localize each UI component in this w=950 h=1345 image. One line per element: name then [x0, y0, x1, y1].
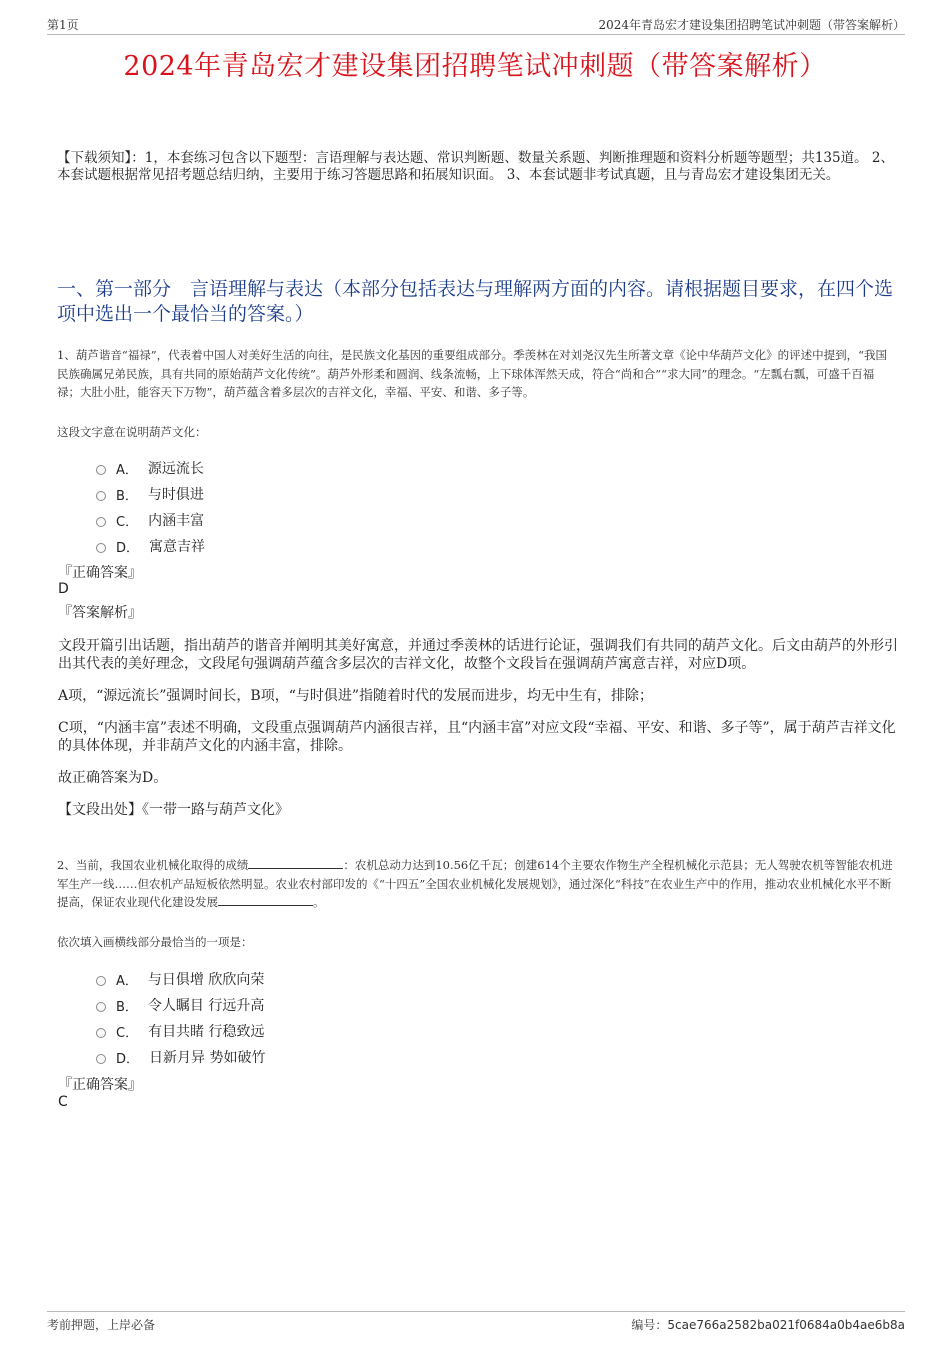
serial-code: 5cae766a2582ba021f0684a0b4ae6b8a	[667, 1318, 905, 1332]
answer-label: 『正确答案』	[58, 1077, 142, 1093]
analysis-source: 【文段出处】《一带一路与葫芦文化》	[58, 802, 289, 818]
document-title: 2024年青岛宏才建设集团招聘笔试冲刺题（带答案解析）	[123, 51, 827, 82]
header-doc-title: 2024年青岛宏才建设集团招聘笔试冲刺题（带答案解析）	[598, 18, 905, 32]
question-1-options	[96, 455, 696, 559]
option-letter: A．	[116, 462, 138, 478]
question-2-text-part3: 。	[313, 895, 325, 909]
question-2-text-part1: 2、当前，我国农业机械化取得的成绩	[57, 858, 249, 872]
page-footer	[47, 1311, 905, 1334]
answer-value: D	[58, 581, 69, 597]
page-header	[47, 14, 905, 35]
option-b[interactable]	[96, 481, 696, 507]
option-letter: C．	[116, 1025, 139, 1041]
option-d[interactable]	[96, 1044, 696, 1070]
page-number: 第1页	[47, 18, 79, 32]
question-1-prompt: 这段文字意在说明葫芦文化：	[57, 425, 207, 439]
radio-icon[interactable]	[96, 1028, 106, 1038]
option-b[interactable]	[96, 992, 696, 1018]
answer-value: C	[58, 1094, 68, 1110]
footer-slogan: 考前押题，上岸必备	[47, 1318, 156, 1332]
radio-icon[interactable]	[96, 543, 106, 553]
option-text: 有目共睹 行稳致远	[148, 1024, 265, 1040]
analysis-paragraph: 文段开篇引出话题，指出葫芦的谐音并阐明其美好寓意，并通过季羡林的话进行论证，强调我们有共同的葫芦文化。后文由葫芦的外形引出其代表的美好理念，文段尾句强调葫芦蕴含多层次的吉祥文化，故整个文段旨在强调葫芦寓意吉祥，对应D项。	[58, 638, 898, 672]
option-c[interactable]	[96, 1018, 696, 1044]
option-text: 源远流长	[147, 461, 204, 477]
option-text: 令人瞩目 行远升高	[147, 998, 265, 1014]
option-letter: D．	[116, 540, 140, 556]
analysis-label: 『答案解析』	[58, 605, 142, 621]
analysis-paragraph: A项，“源远流长”强调时间长，B项，“与时俱进”指随着时代的发展而进步，均无中生有，排除；	[58, 688, 654, 704]
footer-serial	[631, 1316, 905, 1333]
question-2-text	[57, 856, 897, 912]
fill-blank	[218, 893, 313, 906]
fill-blank	[248, 856, 343, 869]
radio-icon[interactable]	[96, 517, 106, 527]
option-text: 寓意吉祥	[149, 539, 206, 555]
answer-analysis	[58, 637, 898, 833]
radio-icon[interactable]	[96, 1054, 106, 1064]
option-text: 内涵丰富	[148, 513, 205, 529]
section-heading: 一、第一部分 言语理解与表达（本部分包括表达与理解两方面的内容。请根据题目要求，在四个选项中选出一个最恰当的答案。）	[57, 278, 894, 325]
option-a[interactable]	[96, 455, 696, 481]
download-notice: 【下载须知】：1，本套练习包含以下题型：言语理解与表达题、常识判断题、数量关系题、判断推理题和资料分析题等题型；共135道。 2、本套试题根据常见招考题总结归纳，主要用于练习答题思路和拓展知识面。 3、本套试题非考试真题，且与青岛宏才建设集团无关。	[57, 150, 894, 183]
radio-icon[interactable]	[96, 465, 106, 475]
radio-icon[interactable]	[96, 491, 106, 501]
option-d[interactable]	[96, 533, 696, 559]
answer-label: 『正确答案』	[58, 565, 142, 581]
question-2-prompt: 依次填入画横线部分最恰当的一项是：	[57, 935, 253, 949]
option-letter: A．	[116, 973, 138, 989]
option-letter: B．	[116, 999, 138, 1015]
question-1-text: 1、葫芦谐音“福禄”，代表着中国人对美好生活的向往，是民族文化基因的重要组成部分。季羡林在对刘尧汉先生所著文章《论中华葫芦文化》的评述中提到，“我国民族确属兄弟民族，具有共同的原始葫芦文化传统”。葫芦外形柔和圆润、线条流畅，上下球体浑然天成，符合“尚和合”“求大同”的理念。“左瓢右瓢，可盛千百福禄；大肚小肚，能容天下万物”，葫芦蕴含着多层次的吉祥文化，幸福、平安、和谐、多子等。	[57, 348, 887, 399]
analysis-paragraph: C项，“内涵丰富”表述不明确，文段重点强调葫芦内涵很吉祥，且“内涵丰富”对应文段“幸福、平安、和谐、多子等”，属于葫芦吉祥文化的具体体现，并非葫芦文化的内涵丰富，排除。	[58, 720, 896, 754]
option-letter: D．	[116, 1051, 140, 1067]
radio-icon[interactable]	[96, 976, 106, 986]
option-c[interactable]	[96, 507, 696, 533]
option-text: 与时俱进	[147, 487, 204, 503]
option-a[interactable]	[96, 966, 696, 992]
option-letter: B．	[116, 488, 138, 504]
radio-icon[interactable]	[96, 1002, 106, 1012]
option-letter: C．	[116, 514, 139, 530]
option-text: 日新月异 势如破竹	[149, 1050, 266, 1066]
question-2-options	[96, 966, 696, 1070]
analysis-paragraph: 故正确答案为D。	[58, 770, 168, 786]
option-text: 与日俱增 欣欣向荣	[147, 972, 265, 988]
serial-label: 编号：	[631, 1318, 668, 1332]
question-2-text-part2: ：农机总动力达到10.56亿千瓦；创建614个主要农作物生产全程机械化示范县；无人驾驶农机等智能农机进军生产一线……但农机产品短板依然明显。农业农村部印发的《“十四五”全国农业机械化发展规划》，通过深化“科技”在农业生产中的作用，推动农业机械化水平不断提高，保证农业现代化建设发展	[57, 858, 893, 909]
